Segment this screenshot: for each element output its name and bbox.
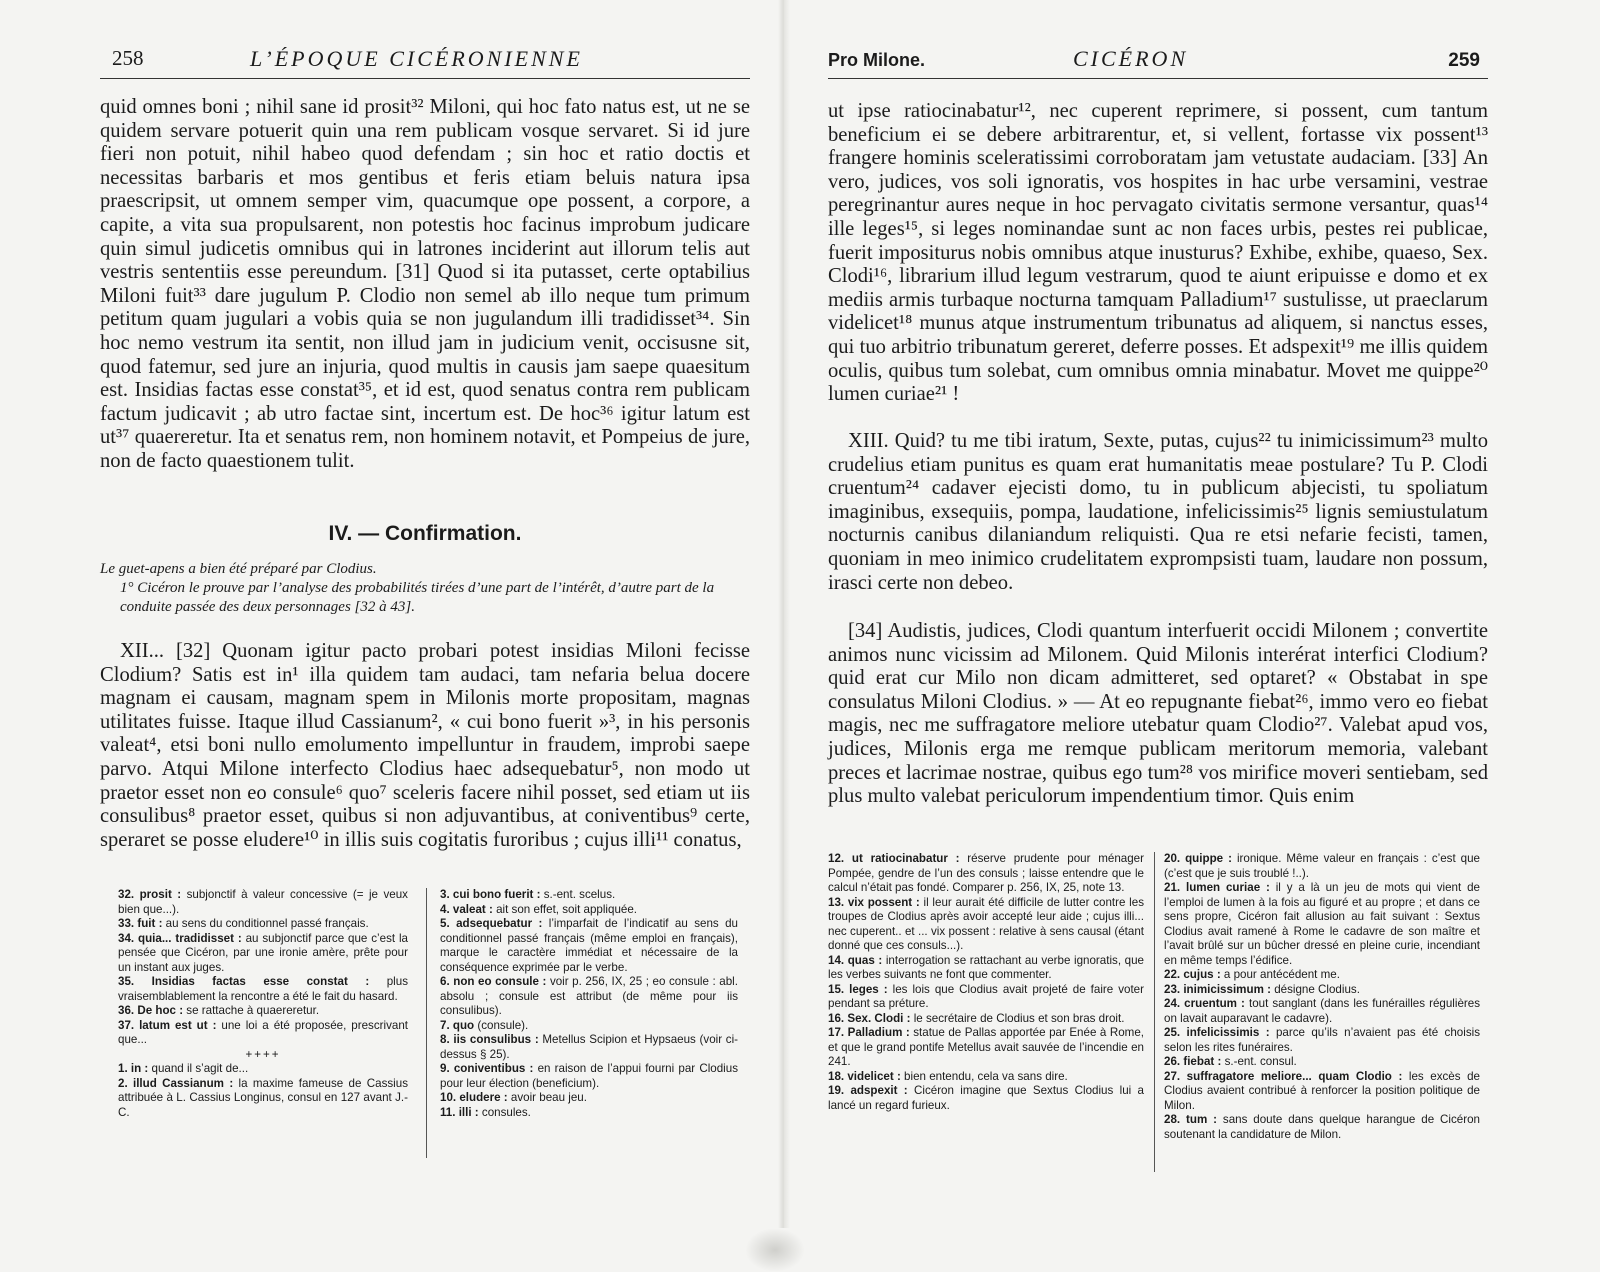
footnote	[1164, 881, 1480, 968]
left-running-head	[100, 44, 750, 79]
footnote-text: l’imparfait de l’indicatif au sens du conditionnel passé français (même emploi en français), marque le caractère immédiat et nécessaire de la conséquence exprimée par le verbe.	[440, 917, 738, 974]
summary-line-2: 1° Cicéron le prouve par l’analyse des probabilités tirées d’une part de l’intérêt, d’autre part de la conduite passée des deux personnages [32 à 43].	[120, 580, 715, 615]
gutter-shadow	[745, 1228, 805, 1272]
footnote-text: il y a là un jeu de mots qui vient de l’emploi de lumen à la fois au figuré et au propre ; et dans ce sens propre, Cicéron fait allusion au fait suivant : Sextus Clodius avait ramené à Rome le cadavre de son maître et l’avait brûlé sur un bûcher dressé en pleine curie, incendiant en même temps l’édifice.	[1164, 881, 1480, 967]
right-footnotes-column-b	[1164, 852, 1480, 1142]
right-text-block-3	[828, 620, 1488, 809]
footnote-term: 21. lumen curiae :	[1164, 881, 1270, 894]
right-running-head	[828, 44, 1488, 79]
footnote-text: au sens du conditionnel passé français.	[162, 917, 369, 930]
footnote	[1164, 983, 1480, 998]
footnote	[118, 1077, 408, 1121]
footnote-separator: ++++	[245, 1047, 281, 1061]
footnote	[440, 1062, 738, 1091]
right-text-block-2	[828, 430, 1488, 595]
right-footnote-divider	[1154, 852, 1155, 1172]
footnote-text: subjonctif à valeur concessive (= je veux bien que...).	[118, 888, 408, 916]
footnote	[828, 1070, 1144, 1085]
footnote-text: s.-ent. scelus.	[540, 888, 616, 901]
footnote	[828, 1084, 1144, 1113]
footnote-term: 8. iis consulibus :	[440, 1033, 539, 1046]
right-paragraph-2: XIII. Quid? tu me tibi iratum, Sexte, putas, cujus²² tu inimicissimum²³ multo crudelius etiam punitus es quam erat humanitatis meae postulare? Tu P. Clodi cruentum²⁴ cadaver ejecisti domo, tu in publicum abjecisti, tu spoliatum imaginibus, exsequiis, pompa, laudatione, infelicissimis²⁵ lignis semiustulatum nocturnis canibus dilaniandum reliquisti. Qua re etsi nefarie fecisti, tamen, quoniam in meo inimico crudelitatem exprompsisti tuam, laudare non possum, irasci certe non debeo.	[828, 430, 1488, 594]
footnote-term: 17. Palladium :	[828, 1026, 910, 1039]
left-footnote-divider	[426, 888, 427, 1158]
footnote	[118, 917, 408, 932]
footnote-text: Cicéron imagine que Sextus Clodius lui a lancé un regard furieux.	[828, 1084, 1144, 1112]
book-gutter	[778, 0, 790, 1272]
footnote-term: 35. Insidias factas esse constat :	[118, 975, 370, 988]
right-section-label: Pro Milone.	[828, 50, 926, 70]
section-heading: IV. — Confirmation.	[328, 522, 522, 545]
footnote	[440, 903, 738, 918]
footnote	[118, 975, 408, 1004]
footnote	[118, 1019, 408, 1048]
footnote-term: 13. vix possent :	[828, 895, 920, 909]
footnote	[828, 896, 1144, 954]
footnote-term: 14. quas :	[828, 953, 883, 967]
footnote	[118, 1004, 408, 1019]
footnote-term: 18. videlicet :	[828, 1069, 901, 1083]
right-running-title: CICÉRON	[1073, 46, 1189, 71]
footnote	[440, 975, 738, 1019]
left-footnotes-column-b	[440, 888, 738, 1120]
footnote-text: se rattache à quaereretur.	[183, 1004, 320, 1017]
footnote	[1164, 968, 1480, 983]
right-text-block-1	[828, 100, 1488, 407]
footnote-term: 19. adspexit :	[828, 1084, 908, 1097]
footnote-term: 37. latum est ut :	[118, 1018, 217, 1032]
footnote	[118, 932, 408, 976]
footnote-text: sans doute dans quelque harangue de Cicéron soutenant la candidature de Milon.	[1164, 1113, 1481, 1141]
footnote-text: avoir beau jeu.	[507, 1091, 587, 1104]
footnote-term: 5. adsequebatur :	[440, 917, 543, 930]
footnote	[828, 954, 1144, 983]
footnote-term: 22. cujus :	[1164, 968, 1221, 981]
left-paragraph-1: quid omnes boni ; nihil sane id prosit³² Miloni, qui hoc fato natus est, ut ne se quidem servare potuerit quin una rem publicam vosque servaret. Si id jure fieri non potuit, nihil habeo quod defendam ; sin hoc et ratio doctis et necessitas barbaris et mos gentibus et feris etiam beluis natura ipsa praescripsit, ut omnem semper vim, quacumque ope possent, a corpore, a capite, a vita sua propulsarent, non potestis hoc facinus improbum judicare quin simul judicetis omnibus qui in latrones inciderint aut illorum telis aut vestris sententiis esse pereundum. [31] Quod si ita putasset, certe optabilius Miloni fuit³³ dare jugulum P. Clodio non semel ab illo neque tum primum petitum quam jugulari a vobis quia se non jugulandum illi tradidisset³⁴. Sin hoc nemo vestrum ita sentit, non illud jam in judicium venit, occisusne sit, quod fatemur, sed jure an injuria, quod multis in causis jam saepe quaesitum est. Insidias factas esse constat³⁵, et id est, quod senatus contra rem publicam factum judicavit ; ab utro factae sint, incertum est. De hoc³⁶ igitur latum est ut³⁷ quaereretur. Ita et senatus rem, non hominem notavit, et Pompeius de jure, non de facto quaestionem tulit.	[100, 96, 750, 472]
left-page-number: 258	[112, 46, 144, 70]
footnote-text: bien entendu, cela va sans dire.	[900, 1069, 1068, 1083]
footnote-text: parce qu’ils n’avaient pas été choisis selon les rites funéraires.	[1164, 1026, 1480, 1054]
footnote-term: 7. quo	[440, 1018, 475, 1032]
footnote-term: 25. infelicissimis :	[1164, 1026, 1270, 1039]
footnote-text: tout sanglant (dans les funérailles régulières on lavait auparavant le cadavre).	[1164, 997, 1481, 1025]
footnote-term: 9. coniventibus :	[440, 1062, 534, 1075]
footnote-term: 33. fuit :	[118, 917, 163, 930]
footnote-text: une loi a été proposée, prescrivant que...	[118, 1018, 408, 1046]
footnote	[440, 1106, 738, 1121]
footnote-text: il leur aurait été difficile de lutter contre les troupes de Clodius après avoir accepté leur aide ; cujus illi... nec cuperent.. et ... vix possent : relative à sens causal (étant donné que ces consuls...).	[828, 895, 1144, 952]
footnote-text: interrogation se rattachant au verbe ignoratis, que les verbes suivants ne font que commenter.	[828, 953, 1144, 981]
footnote-term: 6. non eo consule :	[440, 975, 547, 988]
left-page	[100, 0, 750, 1272]
footnote-text: statue de Pallas apportée par Enée à Rome, et que le grand pontife Metellus avait sauvée de l’incendie en 241.	[828, 1026, 1144, 1068]
footnote-term: 28. tum :	[1164, 1113, 1218, 1126]
footnote-term: 1. in :	[118, 1062, 149, 1075]
footnote	[828, 983, 1144, 1012]
footnote	[1164, 852, 1480, 881]
footnote-text: les excès de Clodius avaient contribué à renforcer la position politique de Milon.	[1164, 1069, 1480, 1112]
footnote	[118, 1062, 408, 1077]
right-paragraph-3: [34] Audistis, judices, Clodi quantum interfuerit occidi Milonem ; convertite animos nunc vicissim ad Milonem. Quid Milonis interérat interfici Clodium? quid erat cur Milo non dicam admitteret, sed optaret? « Obstabat in spe consulatus Miloni Clodius. » — At eo repugnante fiebat²⁶, immo vero eo fiebat magis, nec me suffragatore meliore utebatur quam Clodio²⁷. Valebat apud vos, judices, Milonis erga me remque publicam meritorum memoria, valebant preces et lacrimae nostrae, quibus ego tum²⁸ vos mirifice moveri sentiebam, sed plus multo valebat periculorum impendentium timor. Quis enim	[828, 620, 1488, 808]
footnote-term: 36. De hoc :	[118, 1004, 184, 1017]
footnote	[1164, 1070, 1480, 1114]
footnote	[440, 1033, 738, 1062]
footnote-text: (consule).	[474, 1018, 529, 1032]
left-text-block-2	[100, 640, 750, 852]
footnote	[1164, 997, 1480, 1026]
footnote-term: 3. cui bono fuerit :	[440, 888, 541, 901]
right-page-number: 259	[1448, 50, 1480, 71]
footnote	[118, 888, 408, 917]
footnote	[828, 1026, 1144, 1070]
footnote-text: désigne Clodius.	[1270, 982, 1360, 996]
left-paragraph-2: XII... [32] Quonam igitur pacto probari potest insidias Miloni fecisse Clodium? Satis est in¹ illa quidem tam audaci, tam nefaria belua docere magnam ei causam, magnam spem in Milonis morte propositam, magnas utilitates fuisse. Itaque illud Cassianum², « cui bono fuerit »³, in his personis valeat⁴, etsi boni nullo emolumento impelluntur in fraudem, improbi saepe parvo. Atqui Milone interfecto Clodius haec adsequebatur⁵, non modo ut praetor esset non eo consule⁶ quo⁷ sceleris facere nihil posset, sed etiam ut iis consulibus⁸ praetor esset, quibus si non adjuvantibus, at coniventibus⁹ certe, speraret se posse eludere¹⁰ in illis suis cogitatis furoribus ; cujus illi¹¹ conatus,	[100, 640, 750, 851]
footnote-text: la maxime fameuse de Cassius attribuée à L. Cassius Longinus, consul en 127 avant J.-C.	[118, 1076, 408, 1119]
footnote-text: en raison de l’appui fourni par Clodius pour leur élection (beneficium).	[440, 1062, 738, 1090]
footnote-term: 24. cruentum :	[1164, 997, 1245, 1010]
section-summary	[100, 560, 750, 617]
footnote-term: 4. valeat :	[440, 902, 493, 916]
footnote-text: consules.	[478, 1105, 531, 1119]
footnote	[828, 1012, 1144, 1027]
footnote-term: 16. Sex. Clodi :	[828, 1011, 911, 1025]
right-footnotes-column-a	[828, 852, 1144, 1113]
footnote-term: 15. leges :	[828, 982, 888, 996]
footnote-term: 2. illud Cassianum :	[118, 1076, 234, 1090]
footnote-text: s.-ent. consul.	[1221, 1055, 1297, 1068]
footnote-text: Metellus Scipion et Hypsaeus (voir ci-dessus § 25).	[440, 1033, 739, 1061]
footnote-text: voir p. 256, IX, 25 ; eo consule : abl. absolu ; consule est attribut (de même pour iis consulibus).	[440, 975, 738, 1017]
footnote-term: 23. inimicissimum :	[1164, 982, 1271, 996]
footnote-text: a pour antécédent me.	[1220, 968, 1340, 981]
footnote-text: plus vraisemblablement la rencontre a été le fait du hasard.	[118, 975, 408, 1003]
footnote-text: les lois que Clodius avait projeté de faire voter pendant sa préture.	[828, 982, 1144, 1010]
footnote-term: 34. quia... tradidisset :	[118, 931, 242, 945]
footnote-text: ironique. Même valeur en français : c’est que (c’est que je suis troublé !..).	[1164, 852, 1480, 880]
footnote-term: 26. fiebat :	[1164, 1055, 1222, 1068]
footnote-text: réserve prudente pour ménager Pompée, gendre de l’un des consuls ; laisse entendre que le calcul n’était pas fondé. Comparer p. 256, IX, 25, note 13.	[828, 852, 1144, 894]
right-paragraph-1: ut ipse ratiocinabatur¹², nec cuperent reprimere, si possent, cum tantum beneficium ei se debere arbitrarentur, et, si vellent, fortasse vix possent¹³ frangere hominis sceleratissimi corroboratam jam vetustate audaciam. [33] An vero, judices, vos soli ignoratis, vos hospites in hac urbe versamini, vestrae peregrinantur aures neque in hoc pervagato civitatis sermone versantur, quas¹⁴ ille leges¹⁵, si leges nominandae sunt ac non faces urbis, pestes rei publicae, fuerit impositurus nobis omnibus atque inusturus? Exhibe, exhibe, quaeso, Sex. Clodi¹⁶, librarium illud legum vestrarum, quod te aiunt eripuisse e domo et ex mediis armis turbaque nocturna tamquam Palladium¹⁷ sustulisse, ut praeclarum videlicet¹⁸ munus atque instrumentum tribunatus ad aliquem, si nanctus esses, qui tuo arbitrio tribunatum gereret, deferre posses. Et adspexit¹⁹ me illis quidem oculis, quibus tum solebat, cum omnibus omnia minabatur. Movet me quippe²⁰ lumen curiae²¹ !	[828, 100, 1488, 406]
footnote-text: le secrétaire de Clodius et son bras droit.	[910, 1011, 1125, 1025]
footnote	[440, 1019, 738, 1034]
footnote-text: au subjonctif parce que c’est la pensée que Cicéron, par une ironie amère, prête pour un instant aux juges.	[118, 931, 408, 974]
footnote	[440, 917, 738, 975]
footnote-term: 12. ut ratiocinabatur :	[828, 852, 960, 865]
footnote	[1164, 1055, 1480, 1070]
footnote	[1164, 1026, 1480, 1055]
left-footnotes-column-a	[118, 888, 408, 1120]
right-page	[828, 0, 1488, 1272]
footnote-term: 32. prosit :	[118, 888, 182, 901]
footnote	[1164, 1113, 1480, 1142]
footnote-term: 10. eludere :	[440, 1091, 508, 1104]
footnote-term: 11. illi :	[440, 1105, 479, 1119]
footnote	[828, 852, 1144, 896]
left-running-title: L’ÉPOQUE CICÉRONIENNE	[250, 46, 583, 71]
left-text-block-1	[100, 96, 750, 474]
summary-line-1: Le guet-apens a bien été préparé par Clodius.	[100, 561, 377, 577]
footnote-term: 20. quippe :	[1164, 852, 1232, 865]
footnote-text: ait son effet, soit appliquée.	[492, 902, 638, 916]
footnote-term: 27. suffragatore meliore... quam Clodio :	[1164, 1069, 1403, 1083]
footnote	[440, 888, 738, 903]
footnote	[440, 1091, 738, 1106]
footnote-text: quand il s’agit de...	[148, 1062, 249, 1075]
